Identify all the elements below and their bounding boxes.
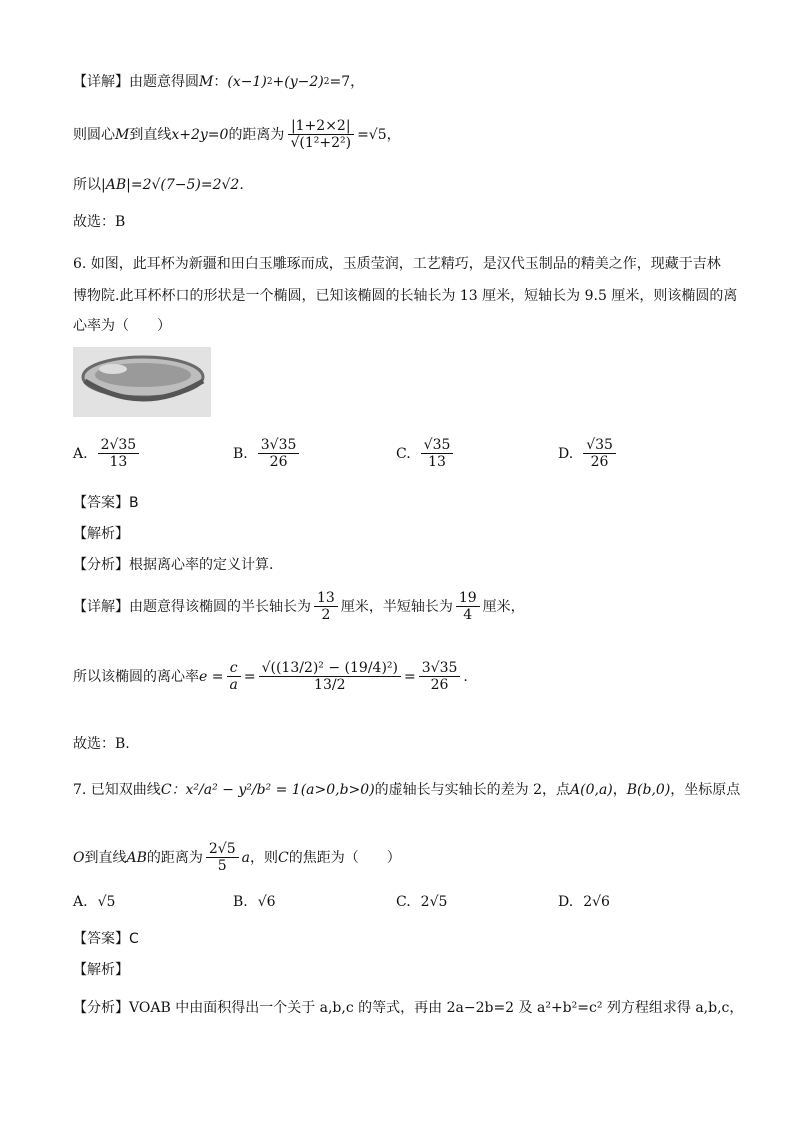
text-fragment: 的虚轴长与实轴长的差为 2，点: [374, 782, 571, 798]
q6-choice: [73, 734, 130, 754]
fraction-numerator: √((13/2)² − (19/4)²): [259, 660, 401, 677]
colon: ：: [213, 74, 228, 90]
q6-option-d: [558, 437, 619, 470]
text-fragment: 所以: [73, 177, 101, 193]
question-text: 心率为（ ）: [73, 318, 171, 334]
text-fragment: ，坐标原点: [670, 782, 741, 798]
chord-line: [73, 175, 244, 195]
option-letter: B.: [233, 894, 248, 910]
fraction-numerator: c: [227, 660, 241, 677]
option-letter: D.: [558, 445, 574, 462]
fraction-denominator: a: [229, 677, 238, 693]
fraction-denominator: 13/2: [314, 677, 346, 693]
option-fraction: [583, 437, 616, 470]
q7-option-c: [396, 894, 447, 910]
detail-text: 由题意得圆: [129, 74, 199, 90]
text-fragment: 则圆心: [73, 126, 115, 143]
q6-detail-line-2: [73, 660, 468, 693]
distance-fraction: [287, 118, 354, 151]
text-fragment: 的焦距为（ ）: [288, 849, 401, 866]
line-ab: AB: [126, 849, 147, 866]
fraction-numerator: 2√5: [206, 841, 239, 858]
line-equation: x+2y=0: [171, 126, 229, 143]
fraction-denominator: 2: [321, 607, 331, 623]
solution-heading: 【解析】: [73, 526, 129, 542]
answer-text: 【答案】C: [73, 931, 139, 947]
hyperbola-equation: x²/a² − y²/b² = 1(a>0,b>0): [185, 782, 375, 798]
circle-equation-part2: +(y−2): [272, 74, 324, 90]
period: .: [463, 668, 468, 685]
text-fragment: 到直线: [84, 849, 127, 866]
distance-line: [73, 118, 401, 151]
option-letter: B.: [233, 445, 248, 462]
text-fragment: ，: [612, 782, 627, 798]
circle-equation-end: =7，: [329, 74, 365, 90]
fraction-denominator: 13: [109, 454, 128, 470]
q7-solution-heading: [73, 960, 129, 980]
answer-text: 【答案】B: [73, 495, 139, 511]
circle-name: M: [115, 126, 130, 143]
option-value: √6: [257, 894, 276, 910]
eccentricity-symbol: e =: [199, 668, 224, 685]
q7-analysis: [73, 998, 743, 1018]
fraction-numerator: 19: [456, 590, 480, 607]
option-letter: A.: [73, 445, 88, 462]
point-b: B(b,0): [626, 782, 671, 798]
fraction-denominator: √(1²+2²): [290, 135, 352, 151]
fraction-numerator: 3√35: [258, 437, 300, 454]
q7-option-b: [233, 894, 276, 910]
option-fraction: [421, 437, 454, 470]
fraction-denominator: 26: [269, 454, 288, 470]
fraction-denominator: 4: [463, 607, 473, 623]
fraction-denominator: 26: [590, 454, 609, 470]
fraction-numerator: √35: [583, 437, 616, 454]
solution-heading: 【解析】: [73, 962, 129, 978]
q6-analysis: [73, 555, 273, 575]
chord-expression: |AB|=2√(7−5)=2√2.: [101, 177, 244, 193]
option-letter: D.: [558, 894, 574, 910]
q6-stem-line-2: [73, 286, 737, 306]
detail-label: 【详解】: [73, 74, 129, 90]
circle-equation-part1: (x−1): [227, 74, 267, 90]
hyperbola-name: C：: [160, 782, 186, 798]
option-fraction: [258, 437, 300, 470]
variable-a: a: [241, 849, 250, 866]
fraction-numerator: 13: [314, 590, 338, 607]
hyperbola-name: C: [278, 849, 289, 866]
text-fragment: 所以该椭圆的离心率: [73, 668, 199, 685]
circle-name: M: [199, 74, 214, 90]
fraction-numerator: √35: [421, 437, 454, 454]
text-fragment: 7. 已知双曲线: [73, 782, 161, 798]
choice-line: [73, 212, 125, 232]
q6-option-c: [396, 437, 456, 470]
q6-option-b: [233, 437, 302, 470]
exponent: 2: [266, 77, 273, 87]
q6-solution-heading: [73, 524, 129, 544]
distance-result: =√5，: [357, 126, 401, 143]
text-fragment: 厘米，半短轴长为: [340, 598, 453, 615]
option-fraction: [98, 437, 140, 470]
question-text: 6. 如图，此耳杯为新疆和田白玉雕琢而成，玉质莹润，工艺精巧，是汉代玉制品的精美之作，现藏于吉林: [73, 256, 721, 272]
option-value: 2√6: [583, 894, 610, 910]
semi-minor-fraction: [456, 590, 480, 623]
q7-stem-line-2: [73, 841, 401, 874]
distance-fraction: [206, 841, 239, 874]
text-fragment: ，则: [250, 849, 278, 866]
q6-detail-line-1: [73, 590, 525, 623]
option-letter: A.: [73, 894, 88, 910]
point-a: A(0,a): [570, 782, 613, 798]
q7-answer: [73, 929, 139, 949]
equals-sign: =: [243, 668, 256, 685]
q6-option-a: [73, 437, 142, 470]
analysis-text: 【分析】VOAB 中由面积得出一个关于 a,b,c 的等式，再由 2a−2b=2 及 a²+b²=c² 列方程组求得 a,b,c，: [73, 1000, 744, 1016]
equals-sign: =: [404, 668, 416, 685]
text-fragment: 的距离为: [228, 126, 285, 143]
fraction-denominator: 26: [430, 677, 449, 693]
q7-option-d: [558, 894, 610, 910]
q7-option-a: [73, 894, 115, 910]
q7-stem-line-1: [73, 780, 740, 800]
text-fragment: 到直线: [129, 126, 172, 143]
fraction-numerator: 2√35: [98, 437, 140, 454]
answer-choice-text: 故选：B.: [73, 736, 130, 752]
fraction-numerator: |1+2×2|: [288, 118, 354, 135]
ear-cup-photo: [73, 347, 211, 417]
text-fragment: 厘米，: [482, 598, 525, 615]
eccentricity-result: [419, 660, 461, 693]
question-text: 博物院.此耳杯杯口的形状是一个椭圆，已知该椭圆的长轴长为 13 厘米，短轴长为 9.5 厘米，则该椭圆的离: [73, 288, 738, 304]
fraction-denominator: 13: [428, 454, 446, 470]
option-letter: C.: [396, 894, 411, 910]
exponent: 2: [323, 77, 330, 87]
eccentricity-fraction: [259, 660, 401, 693]
option-value: √5: [97, 894, 116, 910]
ear-cup-image: [73, 347, 211, 417]
text-fragment: 【详解】由题意得该椭圆的半长轴长为: [73, 598, 311, 615]
analysis-text: 【分析】根据离心率的定义计算.: [73, 557, 274, 573]
c-over-a-fraction: [226, 660, 240, 693]
semi-major-fraction: [314, 590, 338, 623]
fraction-denominator: 5: [217, 858, 227, 874]
q6-stem-line-3: [73, 316, 171, 336]
detail-line-1: [73, 72, 364, 92]
text-fragment: 的距离为: [146, 849, 203, 866]
answer-choice-text: 故选：B: [73, 214, 126, 230]
option-letter: C.: [396, 445, 411, 462]
origin-symbol: O: [73, 849, 85, 866]
fraction-numerator: 3√35: [419, 660, 461, 677]
q6-stem-line-1: [73, 254, 721, 274]
option-value: 2√5: [420, 894, 448, 910]
q6-answer: [73, 493, 139, 513]
